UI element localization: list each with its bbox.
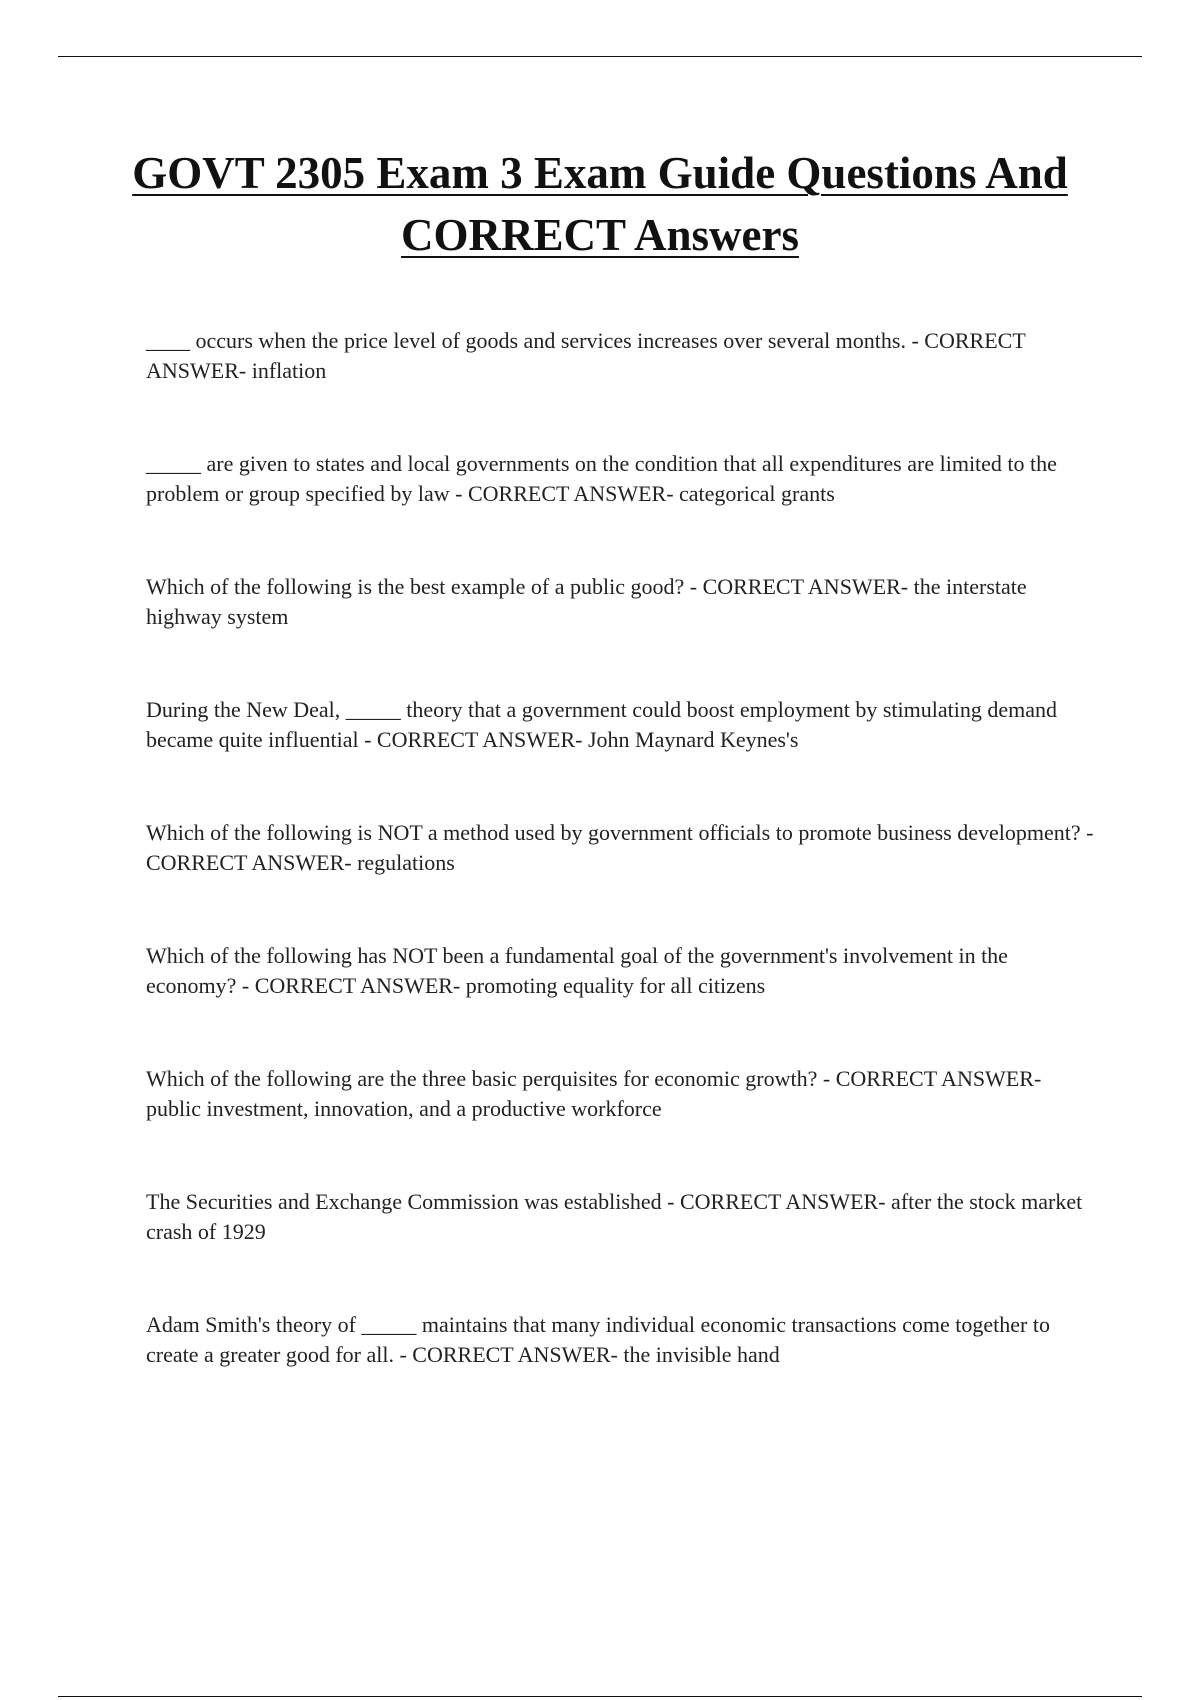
qa-item: Which of the following are the three basic perquisites for economic growth? - CORRECT ANSWER- public investment, innovation, and a productive workforce: [146, 1066, 1042, 1121]
qa-item: During the New Deal, _____ theory that a government could boost employment by stimulating demand became quite influential - CORRECT ANSWER- John Maynard Keynes's: [146, 697, 1057, 752]
qa-item: ____ occurs when the price level of goods and services increases over several months. - CORRECT ANSWER- inflation: [146, 328, 1026, 383]
qa-item: Which of the following is the best example of a public good? - CORRECT ANSWER- the interstate highway system: [146, 574, 1027, 629]
document-title: [60, 142, 1140, 266]
qa-item: The Securities and Exchange Commission was established - CORRECT ANSWER- after the stock market crash of 1929: [146, 1189, 1083, 1244]
document-title-text: GOVT 2305 Exam 3 Exam Guide Questions And CORRECT Answers: [132, 148, 1068, 260]
qa-item: _____ are given to states and local governments on the condition that all expenditures are limited to the problem or group specified by law - CORRECT ANSWER- categorical grants: [146, 451, 1057, 506]
qa-list: [146, 326, 1096, 1433]
qa-item: Which of the following is NOT a method used by government officials to promote business development? - CORRECT ANSWER- regulations: [146, 820, 1094, 875]
qa-item: Adam Smith's theory of _____ maintains that many individual economic transactions come together to create a greater good for all. - CORRECT ANSWER- the invisible hand: [146, 1312, 1050, 1367]
top-rule: [58, 56, 1142, 57]
bottom-rule: [58, 1696, 1142, 1697]
qa-item: Which of the following has NOT been a fundamental goal of the government's involvement in the economy? - CORRECT ANSWER- promoting equality for all citizens: [146, 943, 1008, 998]
